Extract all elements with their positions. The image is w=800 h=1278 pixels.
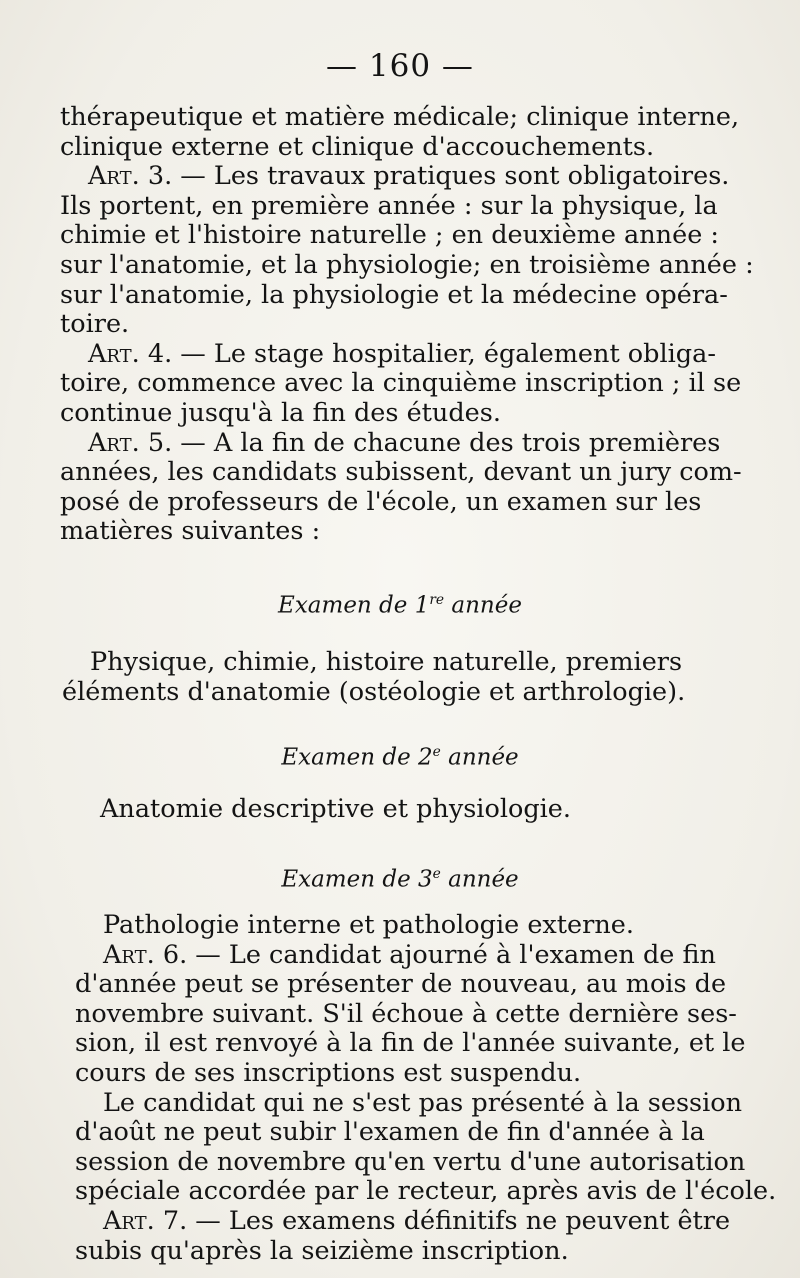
- article-label: Art.: [103, 939, 155, 970]
- heading-text: année: [444, 592, 522, 619]
- article-label: Art.: [103, 1205, 155, 1236]
- text-line: toire.: [60, 309, 130, 340]
- text-line: Le candidat qui ne s'est pas présenté à la session: [103, 1087, 743, 1118]
- text-line: Ils portent, en première année : sur la physique, la: [60, 190, 718, 221]
- heading-text: Examen de 3: [281, 866, 433, 893]
- text-line: éléments d'anatomie (ostéologie et arthrologie).: [62, 676, 686, 707]
- heading-superscript: re: [429, 592, 445, 608]
- heading-superscript: e: [432, 866, 441, 882]
- text-line: d'année peut se présenter de nouveau, au mois de: [75, 969, 727, 1000]
- exam-heading-year-3: [0, 866, 800, 893]
- article-label: Art.: [88, 161, 140, 192]
- exam-heading-year-2: [0, 744, 800, 771]
- text-line: novembre suivant. S'il échoue à cette dernière ses-: [75, 998, 737, 1029]
- text-line: toire, commence avec la cinquième inscription ; il se: [60, 368, 742, 399]
- text-line: d'août ne peut subir l'examen de fin d'année à la: [75, 1117, 705, 1148]
- page-number: — 160 —: [326, 48, 474, 84]
- article-5-line: Art. 5. — A la fin de chacune des trois premières: [88, 427, 721, 458]
- heading-text: Examen de 2: [281, 744, 433, 771]
- exam-year-2-subjects: Anatomie descriptive et physiologie.: [100, 794, 572, 824]
- article-4-line: Art. 4. — Le stage hospitalier, également obliga-: [88, 338, 716, 369]
- text-line: thérapeutique et matière médicale; clinique interne,: [60, 102, 740, 132]
- heading-text: Examen de 1: [278, 592, 430, 619]
- exam-year-1-subjects: [62, 648, 734, 707]
- text-line: continue jusqu'à la fin des études.: [60, 397, 501, 428]
- text-line: subis qu'après la seizième inscription.: [75, 1235, 569, 1266]
- heading-text: année: [440, 866, 519, 893]
- heading-text: année: [440, 744, 519, 771]
- text-line: années, les candidats subissent, devant un jury com-: [60, 457, 742, 488]
- text-line: session de novembre qu'en vertu d'une autorisation: [75, 1146, 746, 1177]
- exam-heading-year-1: [0, 592, 800, 619]
- text-line: Physique, chimie, histoire naturelle, premiers: [90, 647, 683, 677]
- text-block-articles-6-7: [75, 910, 777, 1266]
- text-line: sur l'anatomie, la physiologie et la médecine opéra-: [60, 279, 728, 310]
- heading-superscript: e: [432, 744, 441, 760]
- article-7-line: Art. 7. — Les examens définitifs ne peuvent être: [103, 1205, 731, 1236]
- text-line: posé de professeurs de l'école, un examen sur les: [60, 486, 702, 517]
- text-line: sion, il est renvoyé à la fin de l'année suivante, et le: [75, 1028, 746, 1059]
- article-label: Art.: [88, 338, 140, 369]
- article-label: Art.: [88, 427, 140, 458]
- text-line: chimie et l'histoire naturelle ; en deuxième année :: [60, 220, 719, 251]
- text-block-articles-3-5: [60, 102, 754, 547]
- text-line: clinique externe et clinique d'accouchements.: [60, 131, 655, 162]
- text-line: matières suivantes :: [60, 516, 321, 547]
- text-line: cours de ses inscriptions est suspendu.: [75, 1057, 582, 1088]
- article-3-line: Art. 3. — Les travaux pratiques sont obligatoires.: [88, 161, 730, 192]
- text-line: sur l'anatomie, et la physiologie; en troisième année :: [60, 249, 754, 280]
- text-line: spéciale accordée par le recteur, après avis de l'école.: [75, 1176, 777, 1207]
- article-6-line: Art. 6. — Le candidat ajourné à l'examen de fin: [103, 939, 716, 970]
- exam-year-3-subjects: Pathologie interne et pathologie externe.: [103, 910, 634, 940]
